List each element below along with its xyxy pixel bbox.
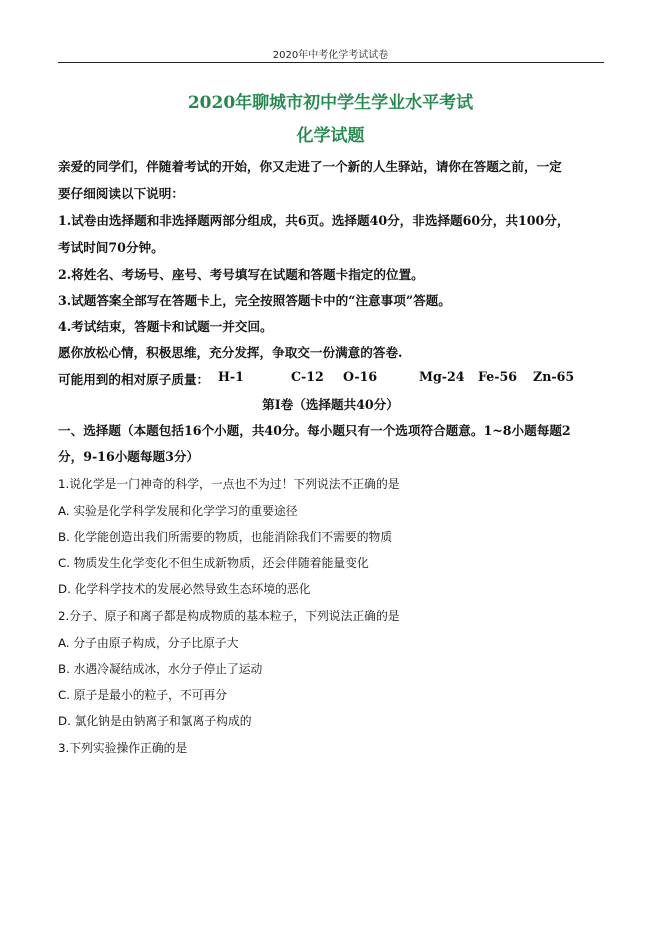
atomic-mass-item: O-16 [343,369,378,384]
atomic-masses-label: 可能用到的相对原子质量： [58,372,210,387]
intro-line: 3.试题答案全部写在答题卡上，完全按照答题卡中的“注意事项”答题。 [58,293,451,308]
running-header: 2020年中考化学考试试卷 [272,50,389,61]
intro-line: 愿你放松心情，积极思维，充分发挥，争取交一份满意的答卷. [58,345,403,360]
question-1-stem: 1.说化学是一门神奇的科学，一点也不为过！下列说法不正确的是 [58,477,400,491]
intro-line: 要仔细阅读以下说明： [58,186,184,201]
question-2-option-b: B. 水遇冷凝结成冰，水分子停止了运动 [58,662,263,676]
intro-line: 考试时间70分钟。 [58,240,164,255]
question-1-option-d: D. 化学科学技术的发展必然导致生态环境的恶化 [58,582,311,596]
atomic-mass-item: Zn-65 [533,369,575,384]
atomic-mass-item: H-1 [218,369,244,384]
atomic-mass-item: Mg-24 [419,369,465,384]
question-2-option-a: A. 分子由原子构成，分子比原子大 [58,636,239,650]
part-one-instructions: 一、选择题（本题包括16个小题，共40分。每小题只有一个选项符合题意。1~8小题每题2 [58,423,571,438]
atomic-mass-item: C-12 [291,369,324,384]
exam-title: 2020年聊城市初中学生学业水平考试 [187,93,474,113]
question-2-option-d: D. 氯化钠是由钠离子和氯离子构成的 [58,714,252,728]
question-2-stem: 2.分子、原子和离子都是构成物质的基本粒子，下列说法正确的是 [58,609,400,623]
header-divider [58,62,604,63]
question-1-option-a: A. 实验是化学科学发展和化学学习的重要途径 [58,504,298,518]
intro-line: 1.试卷由选择题和非选择题两部分组成，共6页。选择题40分，非选择题60分，共100分， [58,213,570,228]
intro-line: 2.将姓名、考场号、座号、考号填写在试题和答题卡指定的位置。 [58,267,424,282]
question-1-option-b: B. 化学能创造出我们所需要的物质，也能消除我们不需要的物质 [58,530,393,544]
section-title: 第Ⅰ卷（选择题共40分） [262,397,399,412]
question-3-stem: 3.下列实验操作正确的是 [58,741,188,755]
intro-line: 亲爱的同学们，伴随着考试的开始，你又走进了一个新的人生驿站，请你在答题之前，一定 [58,159,562,174]
intro-line: 4.考试结束，答题卡和试题一并交回。 [58,319,273,334]
exam-subtitle: 化学试题 [296,126,365,146]
part-one-instructions: 分，9-16小题每题3分） [58,449,200,464]
question-2-option-c: C. 原子是最小的粒子，不可再分 [58,688,228,702]
atomic-mass-item: Fe-56 [478,369,518,384]
question-1-option-c: C. 物质发生化学变化不但生成新物质，还会伴随着能量变化 [58,556,369,570]
